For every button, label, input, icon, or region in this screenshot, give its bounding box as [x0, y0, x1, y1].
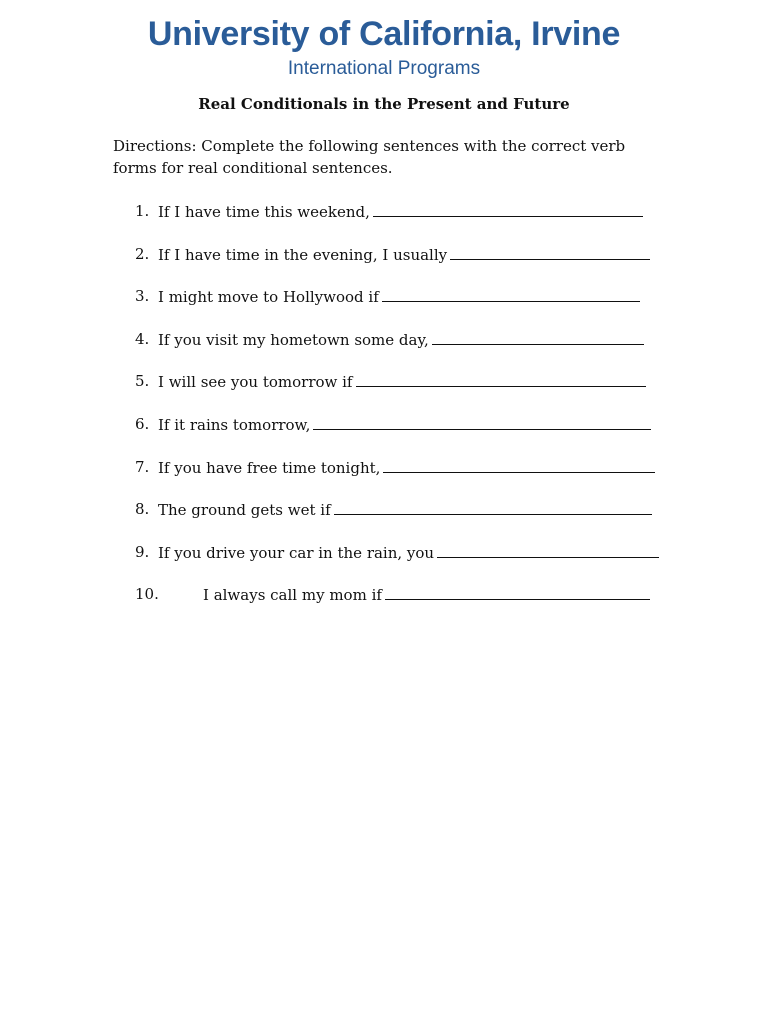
question-item [113, 328, 673, 371]
question-text: If you drive your car in the rain, you [158, 543, 435, 562]
answer-blank[interactable] [450, 243, 650, 260]
question-item [113, 456, 673, 499]
question-number: 4. [135, 329, 150, 348]
question-item [113, 285, 673, 328]
answer-blank[interactable] [432, 328, 644, 345]
question-text: I always call my mom if [203, 586, 382, 605]
answer-blank[interactable] [356, 370, 646, 387]
answer-blank[interactable] [383, 456, 655, 473]
question-number: 2. [135, 244, 150, 263]
page-header [0, 12, 768, 81]
question-item [113, 243, 673, 286]
question-number: 7. [135, 457, 150, 476]
question-number: 3. [135, 287, 150, 306]
question-number: 5. [135, 372, 150, 391]
question-item [113, 370, 673, 413]
university-name: University of California, Irvine [147, 15, 621, 53]
answer-blank[interactable] [382, 285, 640, 302]
question-text: If it rains tomorrow, [158, 415, 311, 434]
program-name: International Programs [287, 58, 481, 79]
question-text: If I have time this weekend, [158, 203, 370, 221]
question-text: I will see you tomorrow if [158, 373, 353, 392]
question-text: If you have free time tonight, [158, 458, 381, 477]
answer-blank[interactable] [313, 413, 651, 430]
question-item [113, 541, 673, 584]
answer-blank[interactable] [385, 583, 650, 600]
question-number: 10. [135, 585, 159, 604]
question-item [113, 498, 673, 541]
question-number: 8. [135, 500, 150, 519]
question-number: 6. [135, 414, 150, 433]
question-text: I might move to Hollywood if [158, 288, 379, 307]
question-text: The ground gets wet if [158, 501, 331, 520]
answer-blank[interactable] [334, 498, 652, 515]
question-item [113, 583, 673, 626]
question-item [113, 200, 673, 243]
question-number: 1. [135, 202, 150, 220]
worksheet-title: Real Conditionals in the Present and Future [198, 95, 570, 113]
question-text: If you visit my hometown some day, [158, 330, 429, 349]
question-number: 9. [135, 542, 150, 561]
answer-blank[interactable] [437, 541, 659, 558]
question-list [113, 200, 673, 626]
directions-text: Directions: Complete the following sentences with the correct verb forms for real conditional sentences. [113, 137, 626, 177]
question-item [113, 413, 673, 456]
question-text: If I have time in the evening, I usually [158, 245, 448, 264]
answer-blank[interactable] [373, 200, 643, 217]
